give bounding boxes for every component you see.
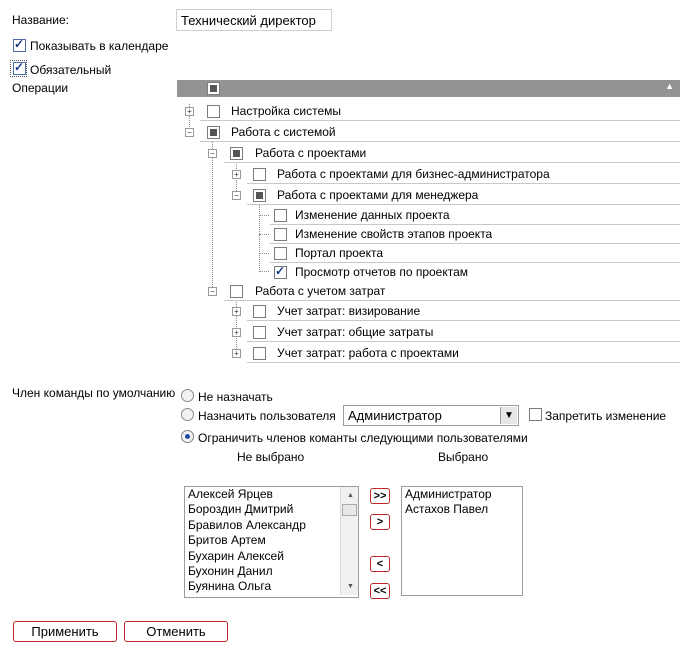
- tree-checkbox[interactable]: [253, 168, 266, 181]
- list-item[interactable]: Администратор: [405, 487, 492, 501]
- expand-icon[interactable]: +: [232, 307, 241, 316]
- name-label: Название:: [12, 13, 69, 27]
- tree-item-label: Учет затрат: визирование: [277, 304, 421, 318]
- tree-item-edit-stage-props[interactable]: [270, 225, 680, 244]
- scroll-thumb[interactable]: [342, 504, 357, 516]
- tree-item-label: Учет затрат: общие затраты: [277, 325, 434, 339]
- tree-item-view-project-reports[interactable]: [270, 263, 680, 282]
- add-button[interactable]: >: [370, 514, 390, 530]
- tree-item-label: Учет затрат: работа с проектами: [277, 346, 459, 360]
- selected-users-list[interactable]: [401, 486, 523, 596]
- tree-item-label: Изменение данных проекта: [295, 208, 450, 222]
- list-item[interactable]: Буянина Ольга: [188, 579, 272, 594]
- tree-checkbox[interactable]: [253, 347, 266, 360]
- tree-header: [177, 80, 680, 97]
- radio-none-label: Не назначать: [198, 390, 273, 404]
- sort-asc-icon[interactable]: ▲: [665, 81, 674, 91]
- radio-none[interactable]: [181, 389, 194, 402]
- tree-item-cost-general[interactable]: [247, 322, 680, 342]
- collapse-icon[interactable]: −: [208, 149, 217, 158]
- scroll-up-icon[interactable]: ▲: [347, 492, 354, 499]
- tree-checkbox[interactable]: [274, 228, 287, 241]
- tree-item-projects-business-admin[interactable]: [247, 164, 680, 184]
- select-all-checkbox[interactable]: [207, 82, 220, 95]
- not-selected-header: Не выбрано: [237, 450, 305, 464]
- tree-item-cost-approval[interactable]: [247, 301, 680, 321]
- tree-item-project-portal[interactable]: [270, 244, 680, 263]
- tree-connector: [259, 253, 269, 254]
- list-item[interactable]: Астахов Павел: [405, 502, 489, 517]
- tree-item-label: Работа с проектами для бизнес-администратора: [277, 167, 550, 181]
- expand-icon[interactable]: +: [232, 349, 241, 358]
- assign-user-select[interactable]: [343, 405, 519, 426]
- tree-item-system-settings[interactable]: [200, 101, 680, 121]
- list-item[interactable]: Бухонин Данил: [188, 563, 273, 578]
- collapse-icon[interactable]: −: [185, 128, 194, 137]
- tree-item-label: Работа с системой: [231, 125, 336, 139]
- tree-connector: [259, 215, 269, 216]
- tree-connector: [259, 271, 269, 272]
- radio-restrict-selected[interactable]: [181, 430, 194, 443]
- expand-icon[interactable]: +: [232, 328, 241, 337]
- tree-checkbox[interactable]: [207, 126, 220, 139]
- tree-item-label: Настройка системы: [231, 104, 342, 118]
- collapse-icon[interactable]: −: [232, 191, 241, 200]
- radio-assign-label: Назначить пользователя: [198, 409, 336, 423]
- tree-connector: [259, 234, 269, 235]
- radio-assign-user[interactable]: [181, 408, 194, 421]
- tree-item-label: Работа с проектами для менеджера: [277, 188, 479, 202]
- remove-all-button[interactable]: <<: [370, 583, 390, 599]
- apply-button[interactable]: Применить: [13, 621, 117, 642]
- forbid-change-checkbox[interactable]: [529, 408, 542, 421]
- operations-label: Операции: [12, 81, 69, 95]
- tree-item-label: Портал проекта: [295, 246, 384, 260]
- tree-checkbox[interactable]: [253, 326, 266, 339]
- available-users-list[interactable]: [184, 486, 359, 598]
- name-input[interactable]: [176, 9, 332, 31]
- show-in-calendar-label: Показывать в календаре: [30, 39, 169, 53]
- assign-user-select-value: Администратор: [348, 408, 442, 423]
- tree-checkbox[interactable]: [274, 209, 287, 222]
- show-in-calendar-checkbox[interactable]: [13, 39, 26, 52]
- tree-item-system-work[interactable]: [200, 122, 680, 142]
- expand-icon[interactable]: +: [232, 170, 241, 179]
- tree-item-label: Изменение свойств этапов проекта: [295, 227, 493, 241]
- tree-item-projects[interactable]: [224, 143, 680, 163]
- forbid-change-label: Запретить изменение: [545, 409, 667, 423]
- expand-icon[interactable]: +: [185, 107, 194, 116]
- tree-item-label: Работа с проектами: [255, 146, 367, 160]
- default-member-label: Член команды по умолчанию: [12, 386, 176, 400]
- tree-checkbox[interactable]: [207, 105, 220, 118]
- list-item[interactable]: Алексей Ярцев: [188, 487, 273, 501]
- remove-button[interactable]: <: [370, 556, 390, 572]
- tree-item-label: Работа с учетом затрат: [255, 284, 386, 298]
- add-all-button[interactable]: >>: [370, 488, 390, 504]
- cancel-button[interactable]: Отменить: [124, 621, 228, 642]
- tree-checkbox[interactable]: [253, 305, 266, 318]
- collapse-icon[interactable]: −: [208, 287, 217, 296]
- tree-checkbox[interactable]: [274, 247, 287, 260]
- tree-checkbox[interactable]: [230, 147, 243, 160]
- tree-item-projects-manager[interactable]: [247, 185, 680, 205]
- tree-checkbox[interactable]: [253, 189, 266, 202]
- chevron-down-icon[interactable]: ▼: [500, 407, 517, 424]
- list-item[interactable]: Бритов Артем: [188, 533, 266, 548]
- radio-restrict-label: Ограничить членов команты следующими пользователями: [198, 431, 528, 445]
- tree-item-edit-project-data[interactable]: [270, 206, 680, 225]
- mandatory-label: Обязательный: [30, 63, 112, 77]
- tree-item-label: Просмотр отчетов по проектам: [295, 265, 469, 279]
- tree-item-cost-projects[interactable]: [247, 343, 680, 363]
- list-item[interactable]: Бухарин Алексей: [188, 548, 284, 563]
- selected-header: Выбрано: [438, 450, 489, 464]
- tree-checkbox[interactable]: [274, 266, 287, 279]
- mandatory-checkbox[interactable]: [13, 62, 26, 75]
- scrollbar[interactable]: [340, 487, 358, 595]
- scroll-down-icon[interactable]: ▼: [347, 582, 354, 590]
- tree-checkbox[interactable]: [230, 285, 243, 298]
- list-item[interactable]: Бравилов Александр: [188, 517, 306, 532]
- tree-item-cost-accounting[interactable]: [224, 281, 680, 301]
- list-item[interactable]: Бороздин Дмитрий: [188, 502, 294, 517]
